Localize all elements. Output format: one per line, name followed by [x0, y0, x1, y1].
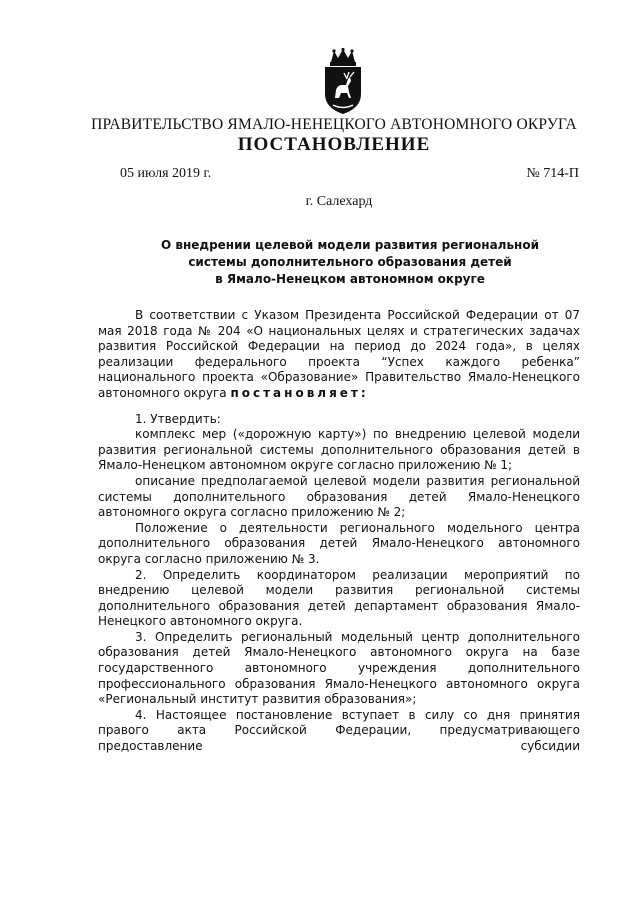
preamble-paragraph — [98, 308, 580, 402]
document-city: г. Салехард — [305, 194, 373, 209]
title-line: в Ямало-Ненецком автономном округе — [215, 272, 485, 286]
item-1-heading: 1. Утвердить: — [135, 411, 221, 426]
item-1a-paragraph: комплекс мер («дорожную карту») по внедрению целевой модели развития региональной системы дополнительного образования детей в Ямало-Ненецком автономном округе согласно приложению № 1; — [98, 427, 580, 473]
document-title — [120, 237, 580, 288]
coat-of-arms-icon — [321, 48, 365, 116]
document-body — [98, 308, 580, 755]
item-4-paragraph: 4. Настоящее постановление вступает в силу со дня принятия правого акта Российской Федерации, предусматривающего предоставление субсидии — [98, 707, 580, 754]
item-3-paragraph: 3. Определить региональный модельный центр дополнительного образования детей Ямало-Ненецкого автономного округа на базе государственного автономного учреждения дополнительного профессионального образования Ямало-Ненецкого автономного округа «Региональный институт развития образования»; — [98, 629, 580, 707]
item-1b-paragraph: описание предполагаемой целевой модели развития региональной системы дополнительного образования детей Ямало-Ненецкого автономного округа согласно приложению № 2; — [98, 473, 580, 520]
document-type-title: ПОСТАНОВЛЕНИЕ — [237, 134, 431, 155]
preamble-text: В соответствии с Указом Президента Российской Федерации от 07 мая 2018 года № 204 «О национальных целях и стратегических задачах развития Российской Федерации на период до 2024 года», в целях реализации федерального проекта “Успех каждого ребенка” национального проекта «Образование» Правительство Ямало-Ненецкого автономного округа — [98, 308, 580, 400]
title-line: системы дополнительного образования детей — [188, 255, 512, 269]
resolves-word: постановляет: — [230, 385, 369, 400]
item-1c-paragraph: Положение о деятельности регионального модельного центра дополнительного образования детей Ямало-Ненецкого автономного округа согласно приложению № 3. — [98, 520, 580, 566]
document-number: № 714-П — [526, 166, 579, 181]
title-line: О внедрении целевой модели развития региональной — [160, 238, 540, 252]
government-name: ПРАВИТЕЛЬСТВО ЯМАЛО-НЕНЕЦКОГО АВТОНОМНОГО ОКРУГА — [91, 116, 577, 133]
item-2-paragraph: 2. Определить координатором реализации мероприятий по внедрению целевой модели развития региональной системы дополнительного образования детей департамент образования Ямало-Ненецкого автономного округа. — [98, 567, 580, 629]
document-date: 05 июля 2019 г. — [120, 166, 212, 181]
